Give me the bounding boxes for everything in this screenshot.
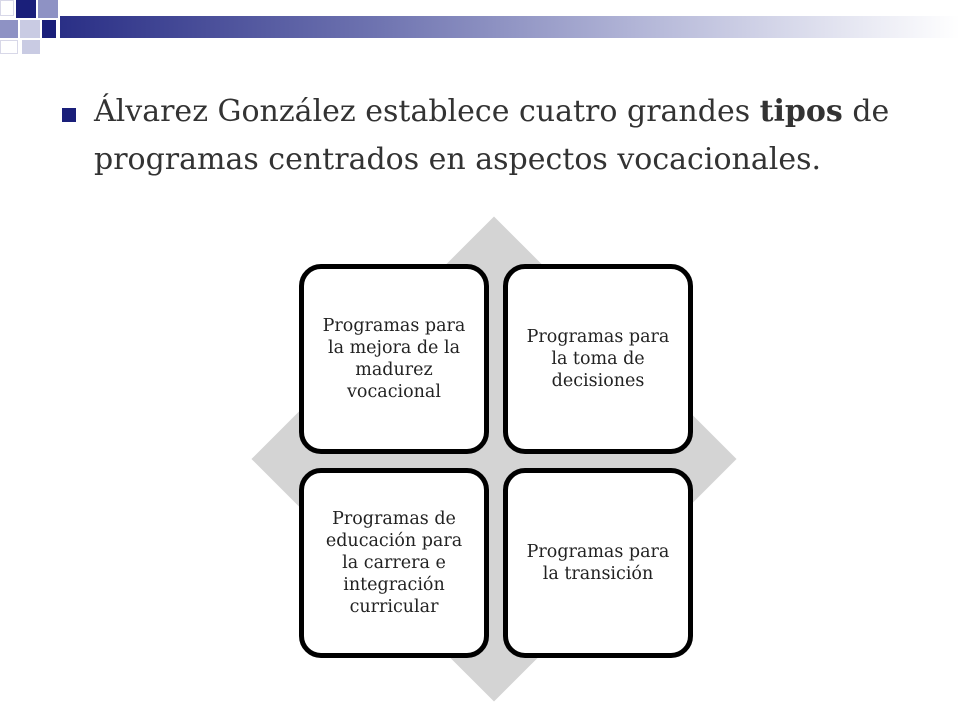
diagram-box-bottom-left <box>299 468 489 658</box>
bullet-text-part1: Álvarez González establece cuatro grandes <box>94 94 760 129</box>
diagram-box-label: Programas para la transición <box>526 542 670 584</box>
bullet-text-bold: tipos <box>759 94 843 129</box>
diagram-box-bottom-right <box>503 468 693 658</box>
diagram-box-label: Programas de educación para la carrera e integración curricular <box>325 509 463 617</box>
diagram-box-label: Programas para la toma de decisiones <box>526 327 670 391</box>
diagram-box-top-right <box>503 264 693 454</box>
bullet-text-part2: de programas centrados en aspectos vocacionales. <box>94 94 890 177</box>
diagram-box-label: Programas para la mejora de la madurez vocacional <box>322 316 466 402</box>
diagram-box-top-left <box>299 264 489 454</box>
